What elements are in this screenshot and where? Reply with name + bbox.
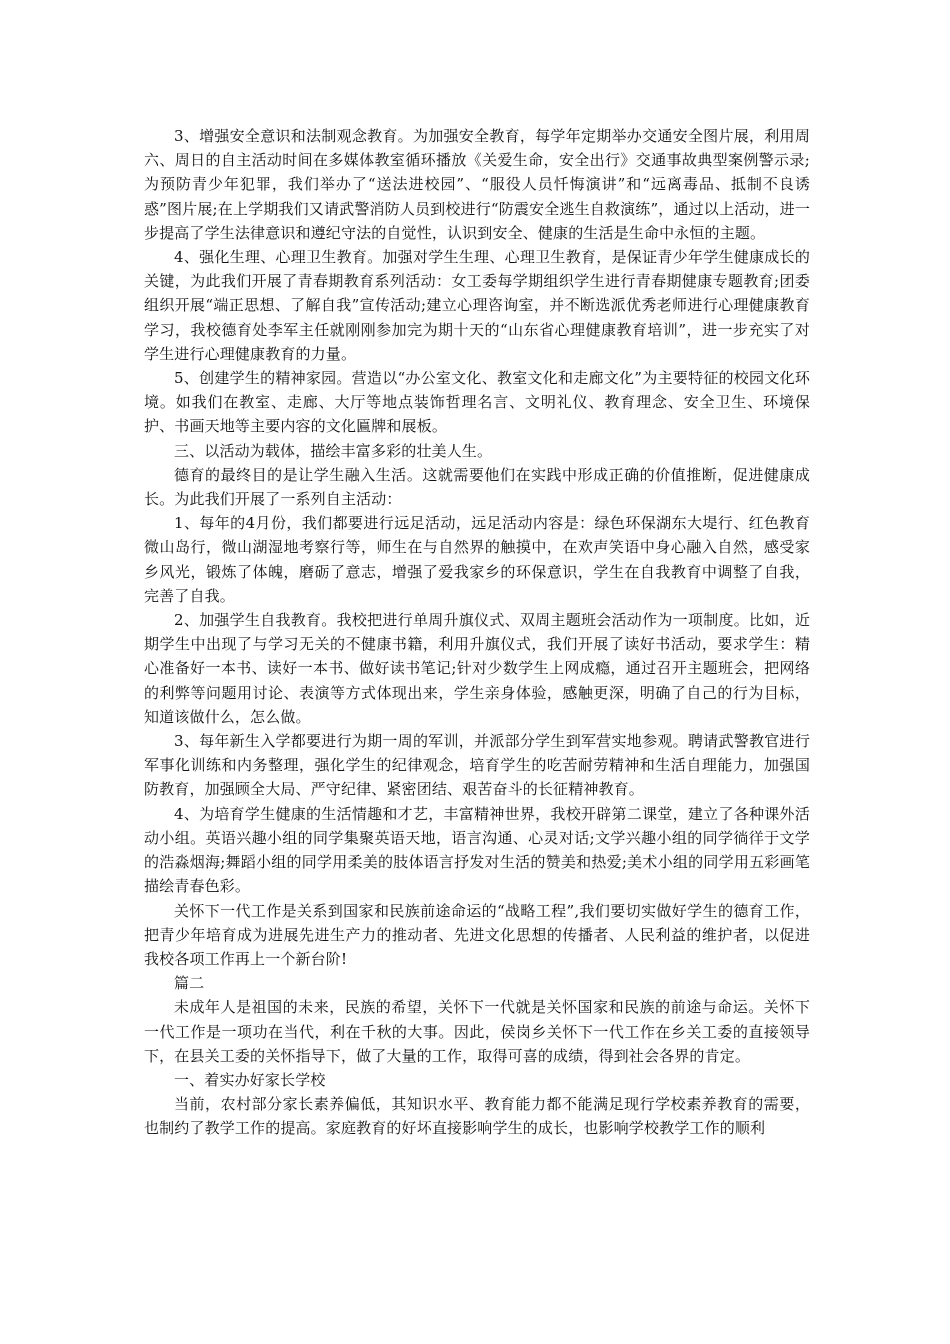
paragraph-interest-groups: 4、为培育学生健康的生活情趣和才艺，丰富精神世界，我校开辟第二课堂，建立了各种课外活动小组。英语兴趣小组的同学集聚英语天地，语言沟通、心灵对话;文学兴趣小组的同学徜徉于文学的浩淼烟海;舞蹈小组的同学用柔美的肢体语言抒发对生活的赞美和热爱;美术小组的同学用五彩画笔描绘青春色彩。: [144, 804, 810, 896]
paragraph-health-education: 4、强化生理、心理卫生教育。加强对学生生理、心理卫生教育，是保证青少年学生健康成长的关键，为此我们开展了青春期教育系列活动：女工委每学期组织学生进行青春期健康专题教育;团委组织开展“端正思想、了解自我”宣传活动;建立心理咨询室，并不断选派优秀老师进行心理健康教育学习，我校德育处李军主任就刚刚参加完为期十天的“山东省心理健康教育培训”，进一步充实了对学生进行心理健康教育的力量。: [144, 248, 810, 363]
paragraph-safety-education: 3、增强安全意识和法制观念教育。为加强安全教育，每学年定期举办交通安全图片展，利用周六、周日的自主活动时间在多媒体教室循环播放《关爱生命，安全出行》交通事故典型案例警示录;为预防青少年犯罪，我们举办了“送法进校园”、“服役人员忏悔演讲”和“远离毒品、抵制不良诱惑”图片展;在上学期我们又请武警消防人员到校进行“防震安全逃生自救演练”，通过以上活动，进一步提高了学生法律意识和遵纪守法的自觉性，认识到安全、健康的生活是生命中永恒的主题。: [144, 127, 810, 242]
paragraph-minors-future: 未成年人是祖国的未来，民族的希望，关怀下一代就是关怀国家和民族的前途与命运。关怀下一代工作是一项功在当代，利在千秋的大事。因此，侯岗乡关怀下一代工作在乡关工委的直接领导下，在县关工委的关怀指导下，做了大量的工作，取得可喜的成绩，得到社会各界的肯定。: [144, 998, 810, 1065]
paragraph-moral-goal: 德育的最终目的是让学生融入生活。这就需要他们在实践中形成正确的价值推断，促进健康成长。为此我们开展了一系列自主活动：: [144, 465, 810, 509]
paragraph-hiking-activity: 1、每年的4月份，我们都要进行远足活动，远足活动内容是：绿色环保湖东大堤行、红色教育微山岛行，微山湖湿地考察行等，师生在与自然界的触摸中，在欢声笑语中身心融入自然，感受家乡风光，锻炼了体魄，磨砺了意志，增强了爱我家乡的环保意识，学生在自我教育中调整了自我，完善了自我。: [144, 514, 810, 605]
section-heading-part-two: 篇二: [174, 974, 205, 993]
paragraph-spiritual-home: 5、创建学生的精神家园。营造以“办公室文化、教室文化和走廊文化”为主要特征的校园文化环境。如我们在教室、走廊、大厅等地点装饰哲理名言、文明礼仪、教育理念、安全卫生、环境保护、书画天地等主要内容的文化匾牌和展板。: [144, 369, 810, 436]
paragraph-self-education: 2、加强学生自我教育。我校把进行单周升旗仪式、双周主题班会活动作为一项制度。比如，近期学生中出现了与学习无关的不健康书籍，利用升旗仪式，我们开展了读好书活动，要求学生：精心准备好一本书、读好一本书、做好读书笔记;针对少数学生上网成瘾，通过召开主题班会，把网络的利弊等问题用讨论、表演等方式体现出来，学生亲身体验，感触更深，明确了自己的行为目标，知道该做什么，怎么做。: [144, 611, 810, 726]
document-body: [144, 124, 810, 1141]
paragraph-conclusion: 关怀下一代工作是关系到国家和民族前途命运的“战略工程”,我们要切实做好学生的德育工作，把青少年培育成为进展先进生产力的推动者、先进文化思想的传播者、人民利益的维护者，以促进我校各项工作再上一个新台阶!: [144, 901, 810, 968]
paragraph-parent-quality: 当前，农村部分家长素养偏低，其知识水平、教育能力都不能满足现行学校素养教育的需要，也制约了教学工作的提高。家庭教育的好坏直接影响学生的成长，也影响学校教学工作的顺利: [144, 1095, 810, 1138]
section-heading-activities: 三、以活动为载体，描绘丰富多彩的壮美人生。: [174, 441, 493, 460]
paragraph-military-training: 3、每年新生入学都要进行为期一周的军训，并派部分学生到军营实地参观。聘请武警教官进行军事化训练和内务整理，强化学生的纪律观念，培育学生的吃苦耐劳精神和生活自理能力，加强国防教育，加强顾全大局、严守纪律、紧密团结、艰苦奋斗的长征精神教育。: [144, 732, 810, 799]
section-heading-parent-school: 一、着实办好家长学校: [174, 1070, 326, 1089]
